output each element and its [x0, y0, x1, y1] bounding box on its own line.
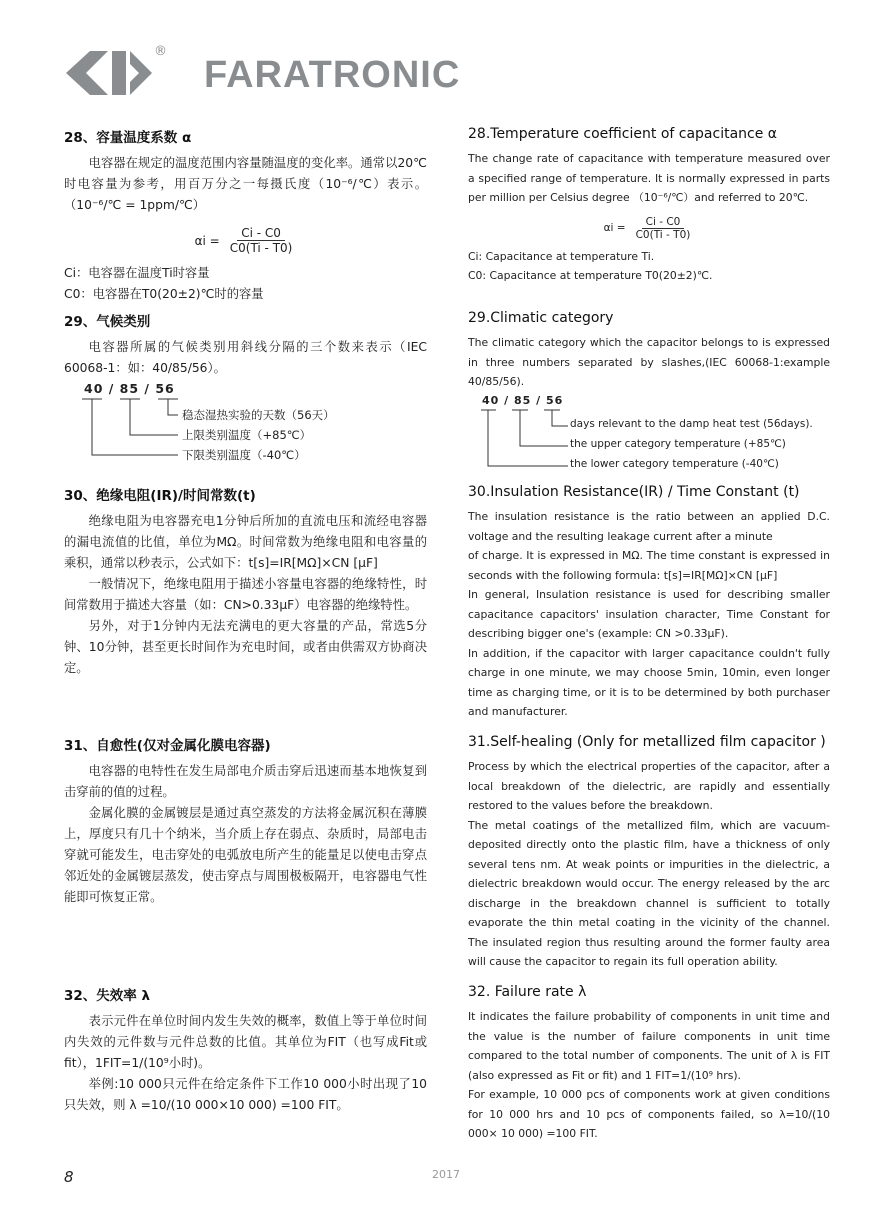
formula-denominator: C0(Ti - T0) [229, 241, 293, 255]
section-title: 31、自愈性(仅对金属化膜电容器) [64, 738, 271, 754]
formula-denominator: C0(Ti - T0) [635, 228, 691, 241]
section-32-zh [64, 984, 427, 1116]
diagram-label-days: days relevant to the damp heat test (56days). [570, 417, 813, 430]
section-title: 31.Self-healing (Only for metallized film capacitor ) [468, 734, 826, 750]
section-title: 32. Failure rate λ [468, 984, 587, 1000]
registered-mark: ® [154, 44, 167, 59]
definition-c0: C0：电容器在T0(20±2)℃时的容量 [64, 287, 264, 301]
definition-ci: Ci：电容器在温度Ti时容量 [64, 266, 210, 280]
paragraph: of charge. It is expressed in MΩ. The time constant is expressed in seconds with the following formula: t[s]=IR[MΩ]×CN [μF] [468, 549, 830, 582]
section-title: 28、容量温度系数 α [64, 130, 192, 146]
paragraph: Process by which the electrical properties of the capacitor, after a local breakdown of the dielectric, are rapidly and essentially restored to the values before the breakdown. [468, 760, 830, 812]
page-number: 8 [64, 1168, 74, 1186]
paragraph: The change rate of capacitance with temperature measured over a specified range of temperature. It is normally expressed in parts per million per Celsius degree （10⁻⁶/℃）and referred to 20℃. [468, 152, 830, 204]
section-28-zh [64, 126, 427, 305]
section-32-en [468, 984, 830, 1144]
climatic-code: 40 / 85 / 56 [482, 393, 564, 407]
diagram-label-lower: the lower category temperature (-40℃) [570, 457, 779, 470]
section-29-zh [64, 310, 427, 473]
paragraph: 电容器在规定的温度范围内容量随温度的变化率。通常以20℃时电容量为参考，用百万分之一每摄氏度（10⁻⁶/℃）表示。（10⁻⁶/℃ = 1ppm/℃） [64, 156, 427, 212]
paragraph: The insulation resistance is the ratio between an applied D.C. voltage and the resulting leakage current after a minute [468, 510, 830, 543]
section-29-en [468, 310, 830, 486]
paragraph: 表示元件在单位时间内发生失效的概率，数值上等于单位时间内失效的元件数与元件总数的比值。其单位为FIT（也写成Fit或fit），1FIT=1/(10⁹小时)。 [64, 1014, 427, 1070]
section-30-zh [64, 484, 427, 679]
diagram-label-upper: the upper category temperature (+85℃) [570, 437, 786, 450]
paragraph: The metal coatings of the metallized film, which are vacuum-deposited directly onto the plastic film, have a thickness of only several tens nm. At weak points or impurities in the dielectric, a dielectric breakdown would occur. The energy released by the arc discharge in the breakdown channel is sufficient to totally evaporate the thin metal coating in the vicinity of the channel. The insulated region thus resulting around the former faulty area will cause the capacitor to regain its full operation ability. [468, 818, 830, 968]
section-title: 32、失效率 λ [64, 988, 151, 1004]
formula [468, 216, 830, 241]
climatic-diagram [468, 394, 830, 480]
paragraph: 绝缘电阻为电容器充电1分钟后所加的直流电压和流经电容器的漏电流值的比值，单位为MΩ。时间常数为绝缘电阻和电容量的乘积，通常以秒表示，公式如下：t[s]=IR[MΩ]×CN [μF] [64, 514, 427, 570]
formula [64, 226, 427, 255]
section-title: 30、绝缘电阻(IR)/时间常数(t) [64, 488, 256, 504]
climatic-diagram [64, 381, 427, 467]
section-31-zh [64, 734, 427, 908]
formula-lhs: αi = [194, 233, 220, 248]
footer-year: 2017 [432, 1168, 460, 1181]
definition-c0: C0: Capacitance at temperature T0(20±2)℃. [468, 269, 713, 282]
section-28-en [468, 126, 830, 286]
paragraph: For example, 10 000 pcs of components work at given conditions for 10 000 hrs and 10 pcs of components failed, so λ=10/(10 000× 10 000) =100 FIT. [468, 1088, 830, 1140]
section-title: 29.Climatic category [468, 310, 614, 326]
climatic-code: 40 / 85 / 56 [84, 381, 175, 396]
paragraph: 电容器的电特性在发生局部电介质击穿后迅速而基本地恢复到击穿前的值的过程。 [64, 764, 427, 799]
paragraph: 一般情况下，绝缘电阻用于描述小容量电容器的绝缘特性，时间常数用于描述大容量（如：CN>0.33μF）电容器的绝缘特性。 [64, 577, 427, 612]
section-30-en [468, 484, 830, 722]
diagram-label-days: 稳态湿热实验的天数（56天） [182, 408, 335, 422]
paragraph: In general, Insulation resistance is used for describing smaller capacitance capacitors' insulation character, Time Constant for describing bigger one's (example: CN >0.33μF). [468, 588, 830, 640]
section-title: 28.Temperature coefficient of capacitance α [468, 126, 778, 142]
diagram-label-upper: 上限类别温度（+85℃） [182, 428, 312, 442]
paragraph: 电容器所属的气候类别用斜线分隔的三个数来表示（IEC 60068-1：如：40/85/56）。 [64, 340, 427, 375]
formula-fraction [226, 226, 297, 255]
paragraph: The climatic category which the capacitor belongs to is expressed in three numbers separated by slashes,(IEC 60068-1:example 40/85/56). [468, 336, 830, 388]
paragraph: 举例:10 000只元件在给定条件下工作10 000小时出现了10只失效，则 λ =10/(10 000×10 000) =100 FIT。 [64, 1077, 427, 1112]
formula-numerator: Ci - C0 [237, 226, 285, 241]
paragraph: In addition, if the capacitor with larger capacitance couldn't fully charge in one minute, we may choose 5min, 10min, even longer time as charging time, or it is to be determined by both purchaser and manufacturer. [468, 646, 830, 718]
paragraph: It indicates the failure probability of components in unit time and the value is the number of failure components in unit time compared to the total number of components. The unit of λ is FIT (also expressed as Fit or fit) and 1 FIT=1/(10⁹ hrs). [468, 1010, 830, 1082]
formula-fraction [632, 216, 695, 241]
section-title: 30.Insulation Resistance(IR) / Time Constant (t) [468, 484, 800, 500]
formula-numerator: Ci - C0 [642, 216, 685, 229]
paragraph: 另外，对于1分钟内无法充满电的更大容量的产品，常选5分钟、10分钟，甚至更长时间作为充电时间，或者由供需双方协商决定。 [64, 619, 427, 675]
brand-name: FARATRONIC [204, 54, 461, 96]
paragraph: 金属化膜的金属镀层是通过真空蒸发的方法将金属沉积在薄膜上，厚度只有几十个纳米，当介质上存在弱点、杂质时，局部电击穿就可能发生，电击穿处的电弧放电所产生的能量足以使电击穿点邻近处的金属镀层蒸发，使击穿点与周围极板隔开，电容器电气性能即可恢复正常。 [64, 806, 427, 904]
section-title: 29、气候类别 [64, 314, 151, 330]
section-31-en [468, 734, 830, 972]
faratronic-logo-icon [64, 48, 199, 98]
formula-lhs: αi = [603, 222, 626, 234]
definition-ci: Ci: Capacitance at temperature Ti. [468, 249, 655, 263]
diagram-label-lower: 下限类别温度（-40℃） [182, 448, 306, 462]
